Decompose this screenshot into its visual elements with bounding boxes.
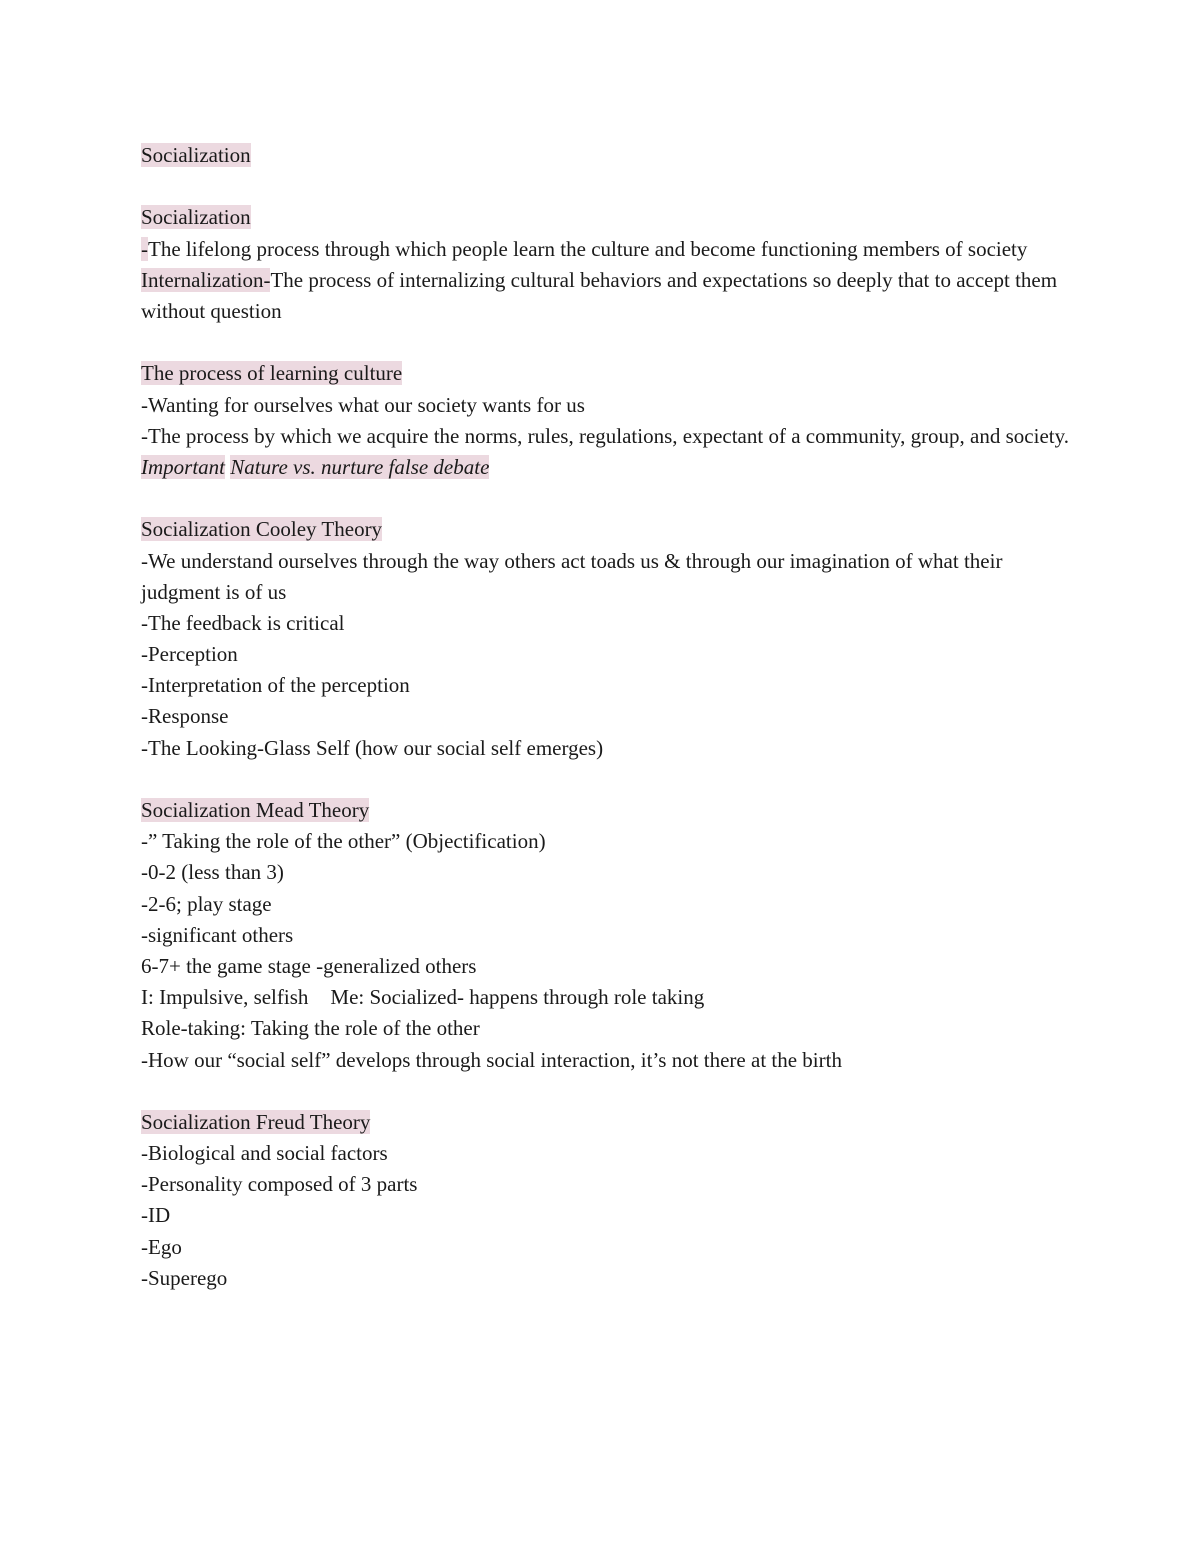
list-item: -Interpretation of the perception: [141, 673, 410, 698]
section-heading-line: [141, 514, 1071, 545]
important-label: Important: [141, 454, 225, 479]
list-item: -Personality composed of 3 parts: [141, 1172, 418, 1197]
list-item: -2-6; play stage: [141, 891, 272, 916]
blank-line: [141, 327, 1071, 358]
section-heading-line: [141, 202, 1071, 233]
list-item: Role-taking: Taking the role of the other: [141, 1016, 480, 1041]
internalization-paragraph: [141, 265, 1071, 327]
list-item: -The feedback is critical: [141, 610, 345, 635]
blank-line: [141, 1076, 1071, 1107]
section-heading-line: [141, 1107, 1071, 1138]
list-item: 6-7+ the game stage -generalized others: [141, 953, 477, 978]
blank-line: [141, 764, 1071, 795]
section-heading-mead: Socialization Mead Theory: [141, 798, 370, 823]
definition-dash: -: [141, 236, 148, 261]
document-page: [141, 140, 1071, 1294]
important-note: [141, 452, 1071, 483]
definition-paragraph: [141, 234, 1071, 265]
list-item: -significant others: [141, 922, 294, 947]
section-heading-cooley: Socialization Cooley Theory: [141, 517, 383, 542]
i-description: I: Impulsive, selfish: [141, 985, 309, 1010]
list-item: -Perception: [141, 642, 238, 667]
list-item: -Response: [141, 704, 229, 729]
list-item: -Ego: [141, 1234, 182, 1259]
section-heading-freud: Socialization Freud Theory: [141, 1109, 371, 1134]
me-description: Me: Socialized- happens through role taking: [330, 985, 705, 1010]
blank-line: [141, 483, 1071, 514]
section-heading-line: [141, 358, 1071, 389]
blank-line: [141, 171, 1071, 202]
list-item: -The Looking-Glass Self (how our social self emerges): [141, 735, 604, 760]
important-text: Nature vs. nurture false debate: [230, 454, 490, 479]
list-item: -Wanting for ourselves what our society wants for us: [141, 392, 585, 417]
i-me-line: [141, 982, 1071, 1013]
list-item: -” Taking the role of the other” (Objectification): [141, 829, 546, 854]
list-item: -How our “social self” develops through social interaction, it’s not there at the birth: [141, 1047, 842, 1072]
list-item: -Biological and social factors: [141, 1141, 388, 1166]
section-heading-socialization: Socialization: [141, 205, 251, 230]
list-item: -Superego: [141, 1265, 228, 1290]
internalization-definition: The process of internalizing cultural behaviors and expectations so deeply that to accept them without question: [141, 267, 1058, 323]
section-heading-line: [141, 795, 1071, 826]
section-heading-learning-culture: The process of learning culture: [141, 361, 403, 386]
list-item: -We understand ourselves through the way others act toads us & through our imagination of what their judgment is of us: [141, 548, 1003, 604]
list-item: -0-2 (less than 3): [141, 860, 284, 885]
doc-title: Socialization: [141, 143, 251, 167]
definition-text: The lifelong process through which people learn the culture and become functioning members of society: [148, 236, 1028, 261]
doc-title-line: [141, 140, 1071, 171]
list-item: -The process by which we acquire the norms, rules, regulations, expectant of a community, group, and society.: [141, 423, 1069, 448]
list-item: -ID: [141, 1203, 171, 1228]
internalization-term: Internalization-: [141, 267, 271, 292]
